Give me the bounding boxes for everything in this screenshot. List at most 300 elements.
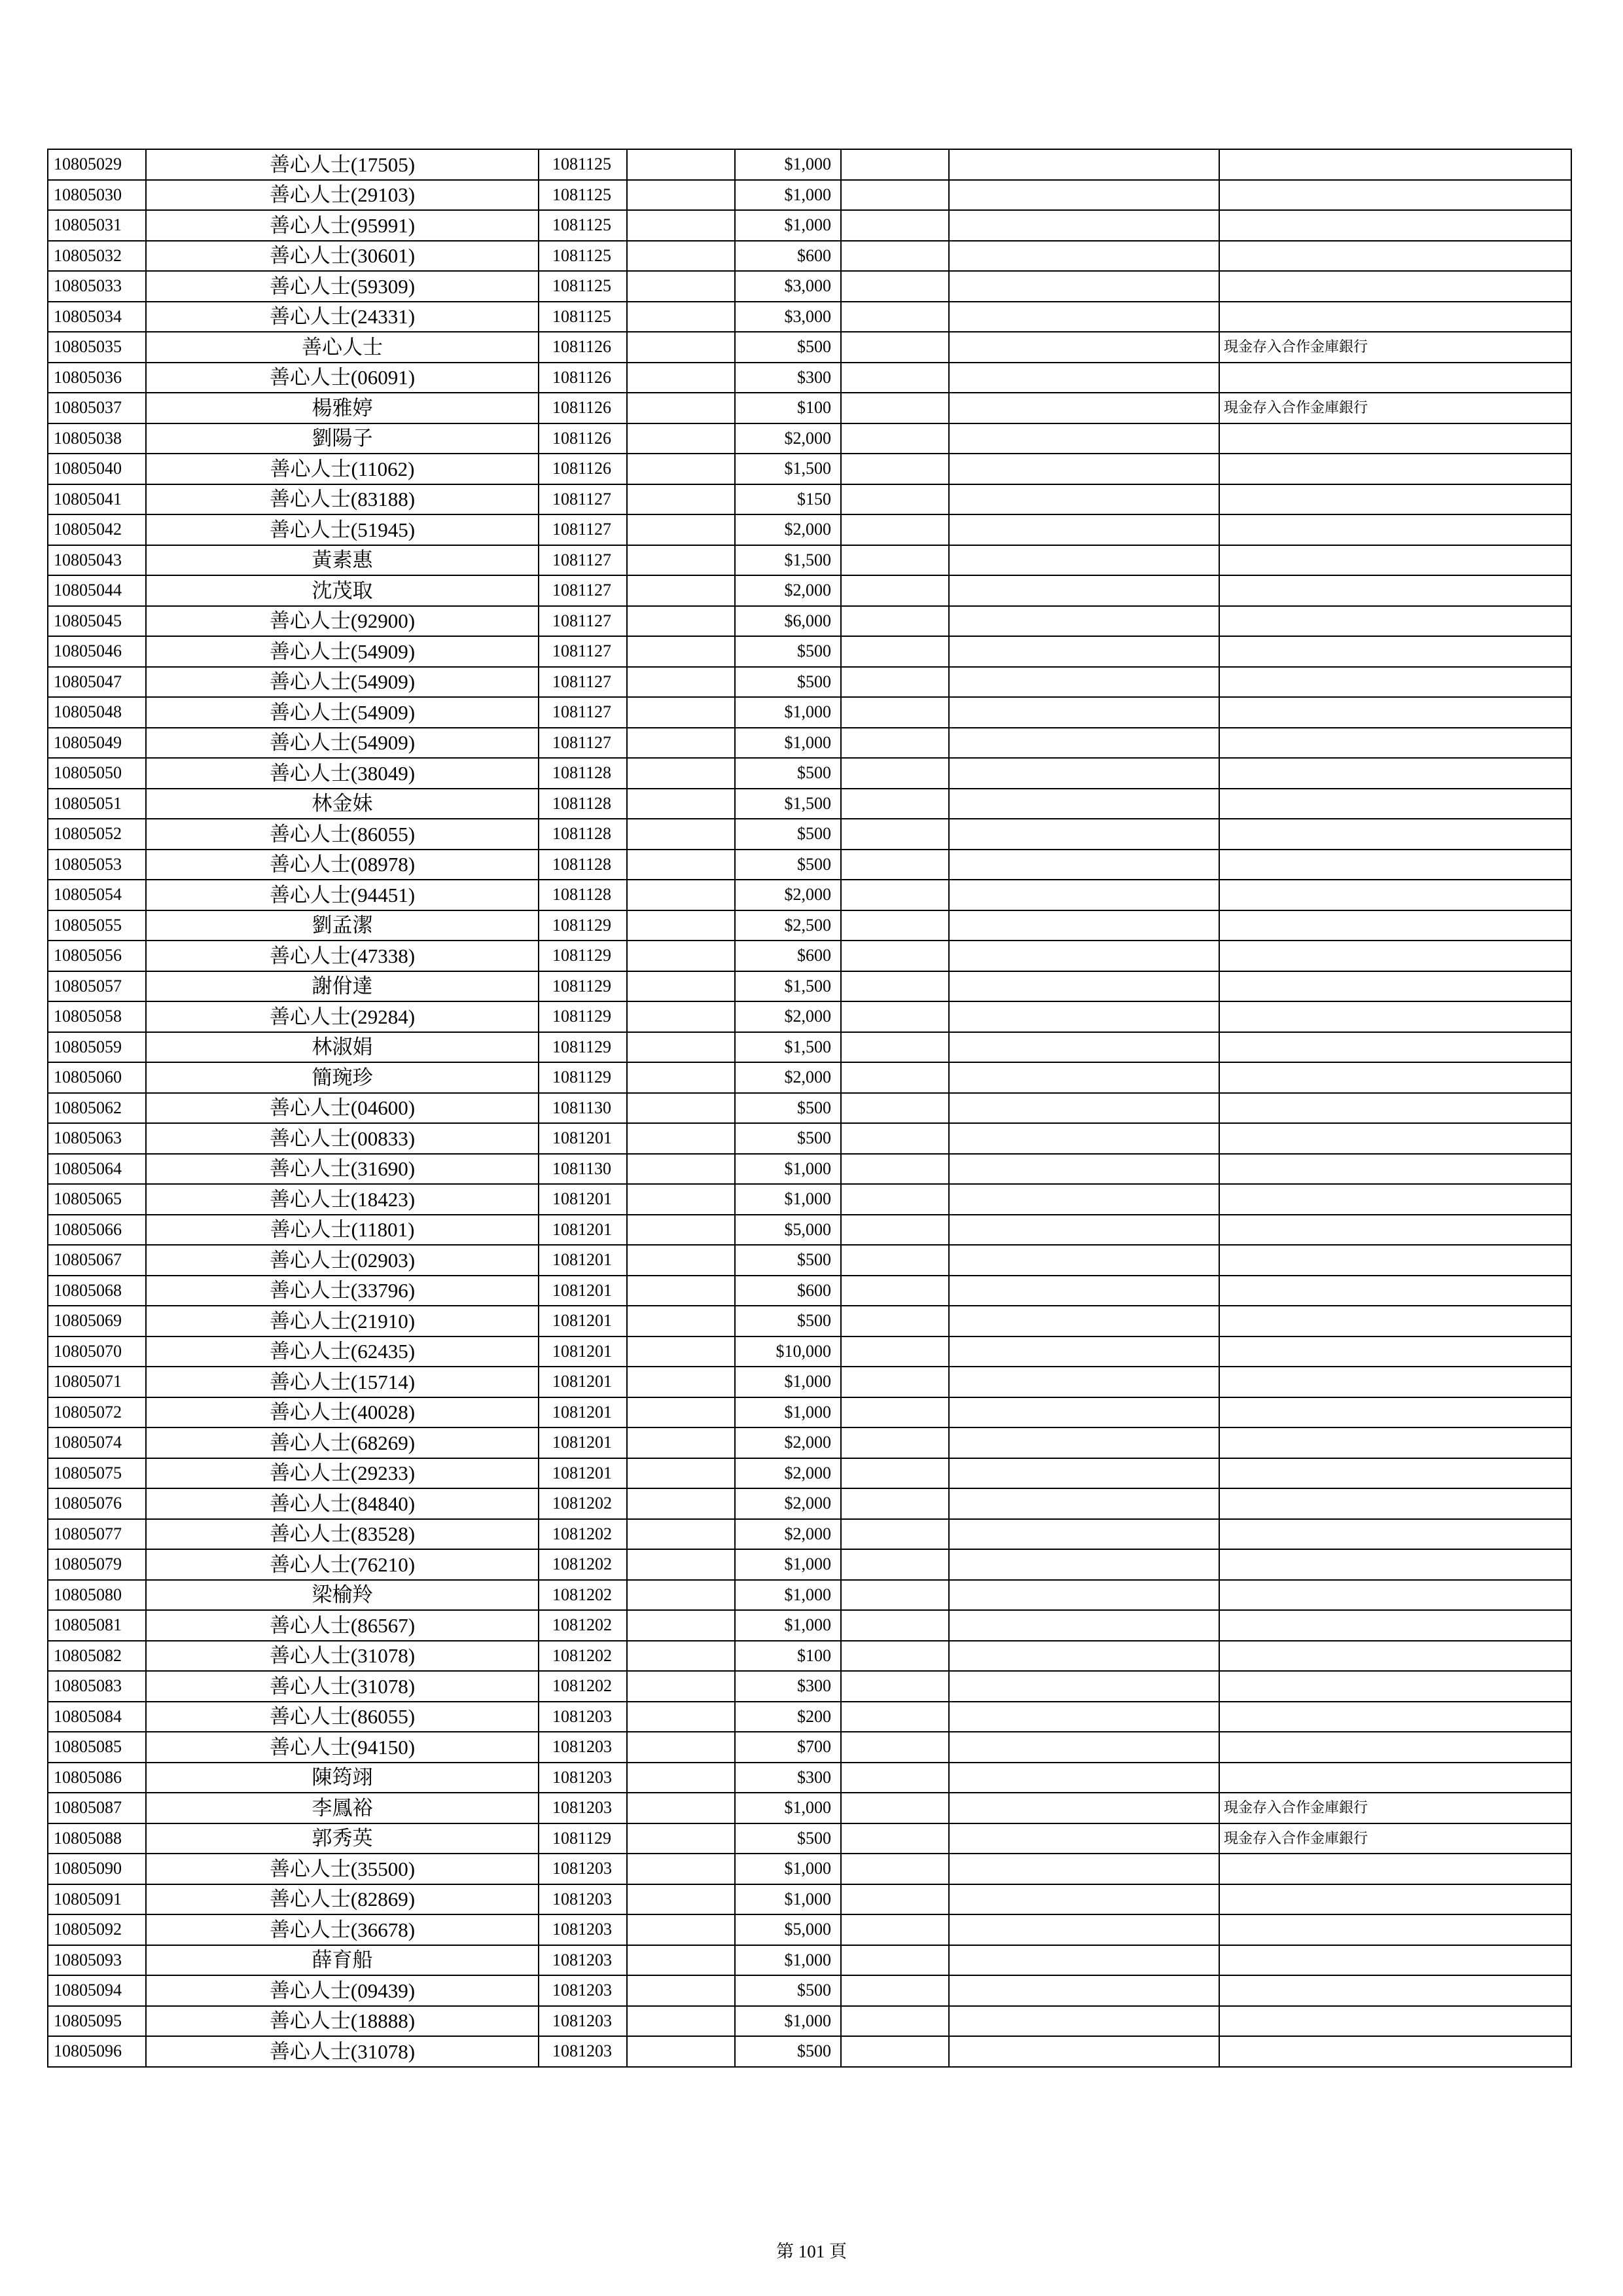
donation-date-cell: 1081128 [539,819,627,850]
blank-cell [949,1702,1219,1732]
donation-id-cell: 10805080 [48,1580,146,1611]
donation-amount-cell: $300 [735,1763,841,1793]
donation-date-cell: 1081201 [539,1306,627,1336]
donor-name-cell: 善心人士(18888) [146,2006,539,2037]
donation-date-cell: 1081203 [539,1732,627,1763]
blank-cell [841,1488,949,1519]
blank-cell [949,728,1219,759]
blank-cell [949,302,1219,332]
donation-date-cell: 1081130 [539,1154,627,1185]
donation-amount-cell: $1,000 [735,1367,841,1397]
donor-name-cell: 善心人士(29233) [146,1458,539,1489]
donor-name-cell: 善心人士(94150) [146,1732,539,1763]
remark-cell [1219,789,1571,819]
blank-cell [841,2006,949,2037]
blank-cell [627,1367,735,1397]
remark-cell [1219,880,1571,910]
donor-name-cell: 善心人士(02903) [146,1245,539,1276]
donation-id-cell: 10805056 [48,941,146,971]
table-row [48,1519,1571,1550]
blank-cell [949,180,1219,211]
donor-name-cell: 善心人士(54909) [146,667,539,698]
donation-id-cell: 10805076 [48,1488,146,1519]
donation-date-cell: 1081129 [539,1062,627,1093]
blank-cell [949,363,1219,393]
blank-cell [627,880,735,910]
donation-date-cell: 1081202 [539,1549,627,1580]
donation-date-cell: 1081127 [539,636,627,667]
blank-cell [627,332,735,363]
donor-name-cell: 善心人士 [146,332,539,363]
donation-date-cell: 1081201 [539,1397,627,1428]
donation-date-cell: 1081203 [539,1914,627,1945]
blank-cell [949,1823,1219,1854]
donation-amount-cell: $500 [735,1123,841,1154]
donation-date-cell: 1081128 [539,880,627,910]
donation-amount-cell: $500 [735,1306,841,1336]
blank-cell [949,2036,1219,2067]
donation-amount-cell: $1,000 [735,1854,841,1884]
ledger-body [48,149,1571,2067]
blank-cell [627,1276,735,1306]
donation-id-cell: 10805036 [48,363,146,393]
blank-cell [841,2036,949,2067]
remark-cell: 現金存入合作金庫銀行 [1219,1823,1571,1854]
blank-cell [627,1671,735,1702]
blank-cell [949,697,1219,728]
remark-cell [1219,1884,1571,1915]
blank-cell [949,1032,1219,1063]
blank-cell [627,1093,735,1124]
remark-cell [1219,1184,1571,1215]
donation-date-cell: 1081127 [539,606,627,637]
donation-amount-cell: $200 [735,1702,841,1732]
donation-id-cell: 10805046 [48,636,146,667]
donation-amount-cell: $2,000 [735,880,841,910]
donation-date-cell: 1081127 [539,667,627,698]
table-row [48,2036,1571,2067]
blank-cell [841,363,949,393]
donor-name-cell: 善心人士(51945) [146,514,539,545]
donation-date-cell: 1081129 [539,941,627,971]
table-row [48,1763,1571,1793]
donation-amount-cell: $500 [735,636,841,667]
donor-name-cell: 善心人士(83528) [146,1519,539,1550]
remark-cell [1219,210,1571,241]
blank-cell [627,363,735,393]
donation-amount-cell: $2,000 [735,1062,841,1093]
table-row [48,1732,1571,1763]
donation-amount-cell: $5,000 [735,1215,841,1246]
donation-date-cell: 1081203 [539,1763,627,1793]
donation-id-cell: 10805044 [48,575,146,606]
donation-amount-cell: $1,000 [735,1549,841,1580]
donation-amount-cell: $300 [735,1671,841,1702]
remark-cell [1219,758,1571,789]
donation-id-cell: 10805035 [48,332,146,363]
donation-amount-cell: $1,000 [735,1397,841,1428]
donation-amount-cell: $1,500 [735,454,841,484]
remark-cell [1219,910,1571,941]
blank-cell [841,1671,949,1702]
table-row [48,241,1571,272]
blank-cell [841,1732,949,1763]
donation-date-cell: 1081203 [539,1945,627,1976]
remark-cell [1219,302,1571,332]
donation-amount-cell: $500 [735,2036,841,2067]
remark-cell [1219,271,1571,302]
table-row [48,1154,1571,1185]
donation-date-cell: 1081125 [539,210,627,241]
donor-name-cell: 沈茂取 [146,575,539,606]
blank-cell [627,1884,735,1915]
donation-amount-cell: $300 [735,363,841,393]
table-row [48,2006,1571,2037]
table-row [48,1641,1571,1672]
donation-date-cell: 1081202 [539,1641,627,1672]
donation-amount-cell: $500 [735,1245,841,1276]
blank-cell [841,1914,949,1945]
table-row [48,606,1571,637]
blank-cell [627,1549,735,1580]
table-row [48,484,1571,515]
donation-date-cell: 1081127 [539,575,627,606]
donor-name-cell: 善心人士(95991) [146,210,539,241]
remark-cell [1219,1854,1571,1884]
blank-cell [627,1032,735,1063]
remark-cell [1219,514,1571,545]
blank-cell [841,332,949,363]
blank-cell [949,1793,1219,1823]
donation-amount-cell: $1,500 [735,789,841,819]
table-row [48,1580,1571,1611]
donation-date-cell: 1081127 [539,514,627,545]
donation-id-cell: 10805066 [48,1215,146,1246]
donation-id-cell: 10805038 [48,423,146,454]
blank-cell [841,880,949,910]
donation-id-cell: 10805093 [48,1945,146,1976]
blank-cell [841,1032,949,1063]
blank-cell [841,1093,949,1124]
donation-amount-cell: $500 [735,1823,841,1854]
donation-id-cell: 10805043 [48,545,146,576]
blank-cell [627,1215,735,1246]
donation-date-cell: 1081203 [539,2006,627,2037]
remark-cell [1219,1276,1571,1306]
blank-cell [949,1610,1219,1641]
table-row [48,149,1571,180]
donation-amount-cell: $1,000 [735,1184,841,1215]
donation-id-cell: 10805053 [48,850,146,880]
blank-cell [627,1732,735,1763]
donor-name-cell: 善心人士(00833) [146,1123,539,1154]
table-row [48,1062,1571,1093]
blank-cell [627,1914,735,1945]
donation-id-cell: 10805072 [48,1397,146,1428]
donation-date-cell: 1081203 [539,2036,627,2067]
donation-id-cell: 10805088 [48,1823,146,1854]
remark-cell [1219,1123,1571,1154]
donor-name-cell: 善心人士(59309) [146,271,539,302]
donor-name-cell: 善心人士(38049) [146,758,539,789]
donation-amount-cell: $500 [735,667,841,698]
blank-cell [949,1215,1219,1246]
donor-name-cell: 善心人士(06091) [146,363,539,393]
donor-name-cell: 善心人士(86055) [146,1702,539,1732]
blank-cell [841,789,949,819]
remark-cell [1219,1032,1571,1063]
donor-name-cell: 善心人士(54909) [146,636,539,667]
remark-cell [1219,1245,1571,1276]
blank-cell [949,393,1219,423]
blank-cell [949,789,1219,819]
blank-cell [841,1549,949,1580]
blank-cell [841,210,949,241]
donor-name-cell: 善心人士(18423) [146,1184,539,1215]
donation-date-cell: 1081130 [539,1093,627,1124]
blank-cell [841,271,949,302]
donor-name-cell: 簡琬珍 [146,1062,539,1093]
blank-cell [949,1001,1219,1032]
remark-cell [1219,2036,1571,2067]
donor-name-cell: 善心人士(62435) [146,1336,539,1367]
blank-cell [841,423,949,454]
donation-id-cell: 10805064 [48,1154,146,1185]
donor-name-cell: 善心人士(54909) [146,728,539,759]
donation-amount-cell: $2,000 [735,1001,841,1032]
blank-cell [841,1336,949,1367]
donor-name-cell: 善心人士(86567) [146,1610,539,1641]
remark-cell [1219,1336,1571,1367]
remark-cell [1219,606,1571,637]
donation-id-cell: 10805029 [48,149,146,180]
blank-cell [841,1854,949,1884]
blank-cell [841,758,949,789]
blank-cell [841,180,949,211]
table-row [48,789,1571,819]
blank-cell [949,241,1219,272]
remark-cell [1219,363,1571,393]
blank-cell [949,636,1219,667]
donation-id-cell: 10805079 [48,1549,146,1580]
blank-cell [949,514,1219,545]
remark-cell [1219,1975,1571,2006]
blank-cell [949,1123,1219,1154]
donor-name-cell: 梁榆羚 [146,1580,539,1611]
table-row [48,1306,1571,1336]
donor-name-cell: 善心人士(29284) [146,1001,539,1032]
blank-cell [627,819,735,850]
blank-cell [841,1154,949,1185]
donation-date-cell: 1081129 [539,971,627,1002]
donation-amount-cell: $1,000 [735,210,841,241]
donation-amount-cell: $2,000 [735,1488,841,1519]
blank-cell [627,910,735,941]
blank-cell [627,1580,735,1611]
donation-id-cell: 10805082 [48,1641,146,1672]
donation-amount-cell: $1,000 [735,180,841,211]
blank-cell [627,1854,735,1884]
donation-id-cell: 10805071 [48,1367,146,1397]
donation-id-cell: 10805058 [48,1001,146,1032]
blank-cell [949,1641,1219,1672]
donor-name-cell: 善心人士(31078) [146,1641,539,1672]
remark-cell [1219,1702,1571,1732]
blank-cell [841,606,949,637]
blank-cell [841,1763,949,1793]
donor-name-cell: 善心人士(54909) [146,697,539,728]
blank-cell [627,758,735,789]
blank-cell [949,1245,1219,1276]
table-row [48,667,1571,698]
table-row [48,1123,1571,1154]
blank-cell [841,971,949,1002]
blank-cell [949,1914,1219,1945]
donation-amount-cell: $500 [735,850,841,880]
blank-cell [627,1488,735,1519]
table-row [48,1458,1571,1489]
remark-cell [1219,1306,1571,1336]
blank-cell [841,819,949,850]
blank-cell [841,697,949,728]
blank-cell [841,1306,949,1336]
donation-id-cell: 10805090 [48,1854,146,1884]
donor-name-cell: 郭秀英 [146,1823,539,1854]
table-row [48,1367,1571,1397]
donor-name-cell: 林金妹 [146,789,539,819]
donor-name-cell: 善心人士(82869) [146,1884,539,1915]
donor-name-cell: 善心人士(21910) [146,1306,539,1336]
blank-cell [949,149,1219,180]
remark-cell [1219,1062,1571,1093]
donor-name-cell: 善心人士(83188) [146,484,539,515]
donation-id-cell: 10805091 [48,1884,146,1915]
blank-cell [627,1702,735,1732]
donor-name-cell: 善心人士(31078) [146,1671,539,1702]
blank-cell [841,484,949,515]
donation-date-cell: 1081202 [539,1580,627,1611]
donation-amount-cell: $1,500 [735,1032,841,1063]
donor-name-cell: 李鳳裕 [146,1793,539,1823]
blank-cell [627,1823,735,1854]
blank-cell [627,1306,735,1336]
donation-amount-cell: $2,000 [735,1458,841,1489]
donation-amount-cell: $2,000 [735,575,841,606]
blank-cell [627,941,735,971]
blank-cell [627,454,735,484]
donation-date-cell: 1081201 [539,1458,627,1489]
donation-id-cell: 10805096 [48,2036,146,2067]
remark-cell [1219,484,1571,515]
blank-cell [627,2006,735,2037]
donation-id-cell: 10805060 [48,1062,146,1093]
table-row [48,971,1571,1002]
donation-date-cell: 1081129 [539,910,627,941]
donation-id-cell: 10805059 [48,1032,146,1063]
remark-cell [1219,971,1571,1002]
donation-amount-cell: $1,000 [735,1945,841,1976]
donation-amount-cell: $3,000 [735,271,841,302]
blank-cell [627,271,735,302]
remark-cell [1219,1580,1571,1611]
blank-cell [627,1641,735,1672]
table-row [48,1397,1571,1428]
donation-id-cell: 10805057 [48,971,146,1002]
remark-cell: 現金存入合作金庫銀行 [1219,332,1571,363]
blank-cell [949,1854,1219,1884]
blank-cell [949,1488,1219,1519]
donation-date-cell: 1081129 [539,1001,627,1032]
remark-cell [1219,1610,1571,1641]
donor-name-cell: 善心人士(40028) [146,1397,539,1428]
table-row [48,1245,1571,1276]
blank-cell [841,1823,949,1854]
blank-cell [627,545,735,576]
table-row [48,545,1571,576]
donation-id-cell: 10805033 [48,271,146,302]
donation-id-cell: 10805074 [48,1427,146,1458]
donation-amount-cell: $1,000 [735,1884,841,1915]
donation-amount-cell: $1,000 [735,1793,841,1823]
remark-cell [1219,636,1571,667]
donation-id-cell: 10805095 [48,2006,146,2037]
blank-cell [949,423,1219,454]
remark-cell [1219,1914,1571,1945]
donor-name-cell: 善心人士(76210) [146,1549,539,1580]
blank-cell [949,941,1219,971]
remark-cell [1219,1001,1571,1032]
blank-cell [949,1732,1219,1763]
remark-cell [1219,697,1571,728]
table-row [48,1184,1571,1215]
donation-amount-cell: $500 [735,758,841,789]
donor-name-cell: 善心人士(86055) [146,819,539,850]
blank-cell [949,819,1219,850]
blank-cell [841,1702,949,1732]
blank-cell [949,1580,1219,1611]
donation-date-cell: 1081126 [539,363,627,393]
blank-cell [627,1610,735,1641]
donation-amount-cell: $2,000 [735,423,841,454]
donor-name-cell: 善心人士(36678) [146,1914,539,1945]
blank-cell [949,971,1219,1002]
remark-cell [1219,1458,1571,1489]
table-row [48,1610,1571,1641]
blank-cell [949,1884,1219,1915]
blank-cell [627,484,735,515]
blank-cell [627,1519,735,1550]
donation-date-cell: 1081127 [539,484,627,515]
remark-cell [1219,2006,1571,2037]
donation-id-cell: 10805094 [48,1975,146,2006]
remark-cell [1219,941,1571,971]
donor-name-cell: 善心人士(84840) [146,1488,539,1519]
donor-name-cell: 善心人士(33796) [146,1276,539,1306]
blank-cell [841,1610,949,1641]
table-row [48,1854,1571,1884]
donation-id-cell: 10805086 [48,1763,146,1793]
blank-cell [627,575,735,606]
remark-cell [1219,545,1571,576]
donation-id-cell: 10805051 [48,789,146,819]
blank-cell [627,1427,735,1458]
remark-cell [1219,149,1571,180]
blank-cell [949,1763,1219,1793]
donor-name-cell: 善心人士(31078) [146,2036,539,2067]
blank-cell [627,393,735,423]
table-row [48,819,1571,850]
remark-cell [1219,180,1571,211]
